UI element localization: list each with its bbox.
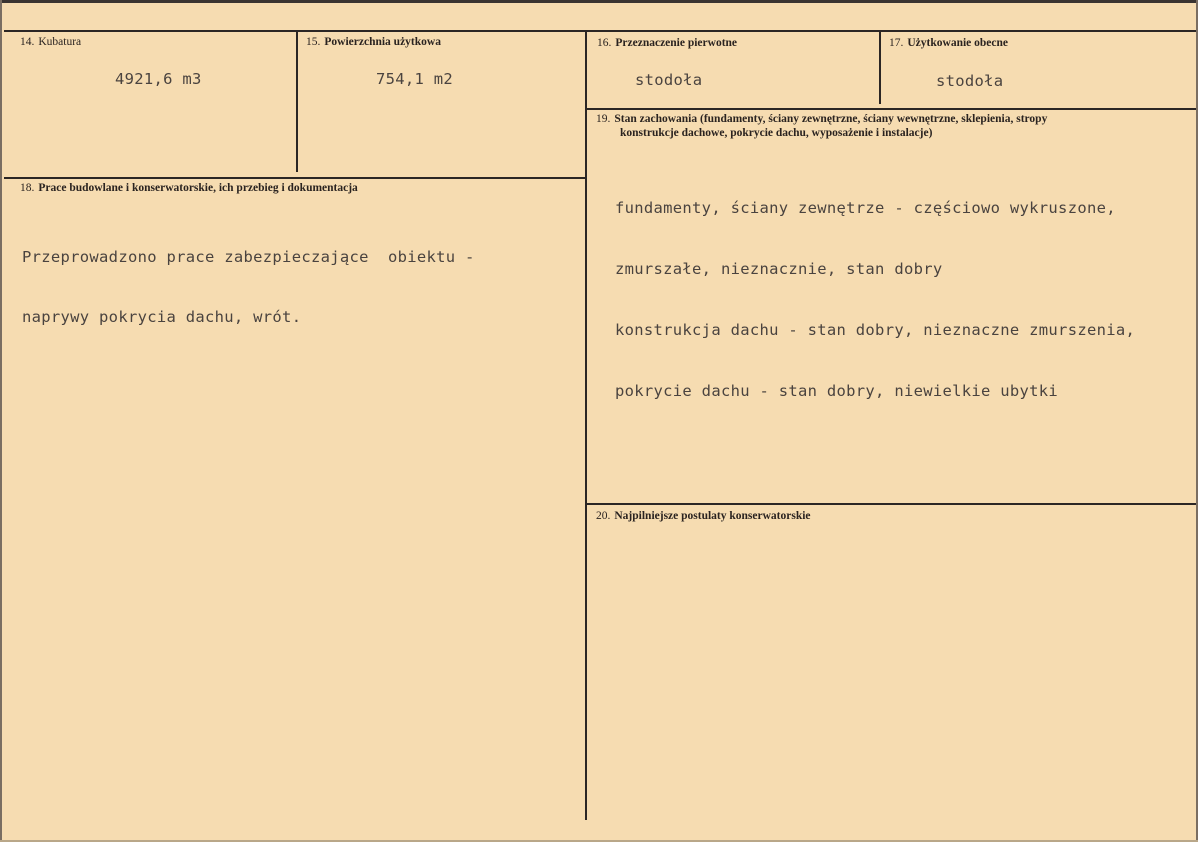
field-18-line-2: naprywy pokrycia dachu, wrót.	[22, 308, 302, 326]
field-19-content	[615, 163, 1135, 425]
rule-top	[4, 30, 1196, 32]
field-14-number: 14.	[20, 36, 35, 48]
field-20-label	[596, 509, 811, 524]
rule-left-18	[4, 177, 587, 179]
rule-14-15	[296, 30, 298, 172]
field-18-number: 18.	[20, 182, 35, 194]
field-19-line-1: fundamenty, ściany zewnętrze - częściowo wykruszone,	[615, 199, 1116, 217]
field-19-line-4: pokrycie dachu - stan dobry, niewielkie ubytki	[615, 382, 1059, 400]
field-17-title: Użytkowanie obecne	[907, 37, 1008, 49]
field-19-label-line2: konstrukcje dachowe, pokrycie dachu, wyposażenie i instalacje)	[620, 127, 933, 139]
field-18-label	[20, 181, 358, 196]
field-14-label	[20, 35, 81, 50]
field-19-title-line1: Stan zachowania (fundamenty, ściany zewnętrzne, ściany wewnętrzne, sklepienia, stropy	[614, 113, 1048, 125]
field-19-number: 19.	[596, 113, 611, 125]
field-15-number: 15.	[306, 36, 321, 48]
rule-main-vertical	[585, 30, 587, 820]
field-15-value: 754,1 m2	[376, 70, 454, 88]
rule-19-20	[587, 503, 1196, 505]
field-15-label	[306, 35, 441, 50]
top-edge	[0, 0, 1198, 3]
field-18-title: Prace budowlane i konserwatorskie, ich przebieg i dokumentacja	[38, 182, 358, 194]
field-20-number: 20.	[596, 510, 611, 522]
field-17-label	[889, 36, 1008, 51]
field-17-value: stodoła	[936, 72, 1004, 90]
rule-16-19	[585, 108, 1196, 110]
left-edge	[0, 0, 2, 842]
field-20-title: Najpilniejsze postulaty konserwatorskie	[614, 510, 811, 522]
field-19-label-line1	[596, 112, 1047, 127]
rule-16-17	[879, 30, 881, 104]
field-16-label	[597, 36, 737, 51]
field-14-title: Kubatura	[38, 36, 82, 48]
field-19-line-2: zmurszałe, nieznacznie, stan dobry	[615, 260, 943, 278]
field-15-title: Powierzchnia użytkowa	[324, 36, 441, 48]
field-18-content	[22, 212, 475, 350]
field-16-number: 16.	[597, 37, 612, 49]
field-18-line-1: Przeprowadzono prace zabezpieczające obiektu -	[22, 248, 475, 266]
field-16-title: Przeznaczenie pierwotne	[615, 37, 738, 49]
field-17-number: 17.	[889, 37, 904, 49]
field-14-value: 4921,6 m3	[115, 70, 202, 88]
field-16-value: stodoła	[635, 71, 703, 89]
field-19-line-3: konstrukcja dachu - stan dobry, nieznaczne zmurszenia,	[615, 321, 1136, 339]
